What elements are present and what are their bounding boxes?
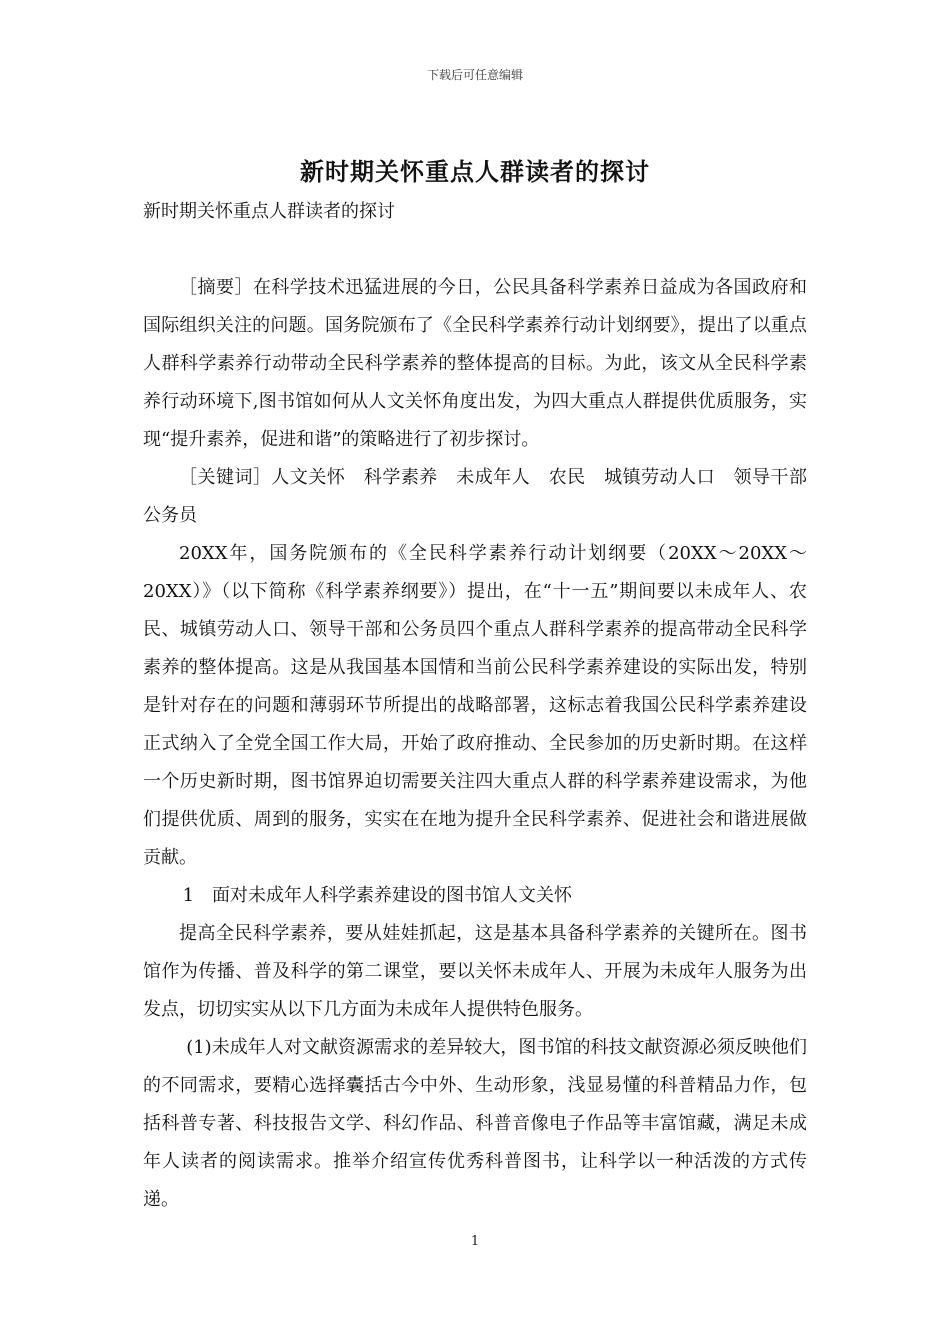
page-header-note: 下载后可任意编辑	[426, 68, 523, 82]
document-subtitle: 新时期关怀重点人群读者的探讨	[143, 201, 395, 222]
document-title: 新时期关怀重点人群读者的探讨	[300, 158, 650, 186]
section-heading: 1 面对未成年人科学素养建设的图书馆人文关怀	[182, 885, 573, 906]
intro-paragraph: 20XX年，国务院颁布的《全民科学素养行动计划纲要（20XX～20XX～20XX）》（以下简称《科学素养纲要》）提出，在“十一五”期间要以未成年人、农民、城镇劳动人口、领导干部和公务员四个重点人群科学素养的提高带动全民科学素养的整体提高。这是从我国基本国情和当前公民科学素养建设的实际出发，特别是针对存在的问题和薄弱环节所提出的战略部署，这标志着我国公民科学素养建设正式纳入了全党全国工作大局，开始了政府推动、全民参加的历史新时期。在这样一个历史新时期，图书馆界迫切需要关注四大重点人群的科学素养建设需求，为他们提供优质、周到的服务，实实在在地为提升全民科学素养、促进社会和谐进展做贡献。	[143, 543, 807, 868]
list-item-paragraph: (1)未成年人对文献资源需求的差异较大，图书馆的科技文献资源必须反映他们的不同需求，要精心选择囊括古今中外、生动形象，浅显易懂的科普精品力作，包括科普专著、科技报告文学、科幻作品、科普音像电子作品等丰富馆藏，满足未成年人读者的阅读需求。推举介绍宣传优秀科普图书，让科学以一种活泼的方式传递。	[143, 1037, 807, 1210]
abstract-paragraph: ［摘要］在科学技术迅猛进展的今日，公民具备科学素养日益成为各国政府和国际组织关注的问题。国务院颁布了《全民科学素养行动计划纲要》，提出了以重点人群科学素养行动带动全民科学素养的整体提高的目标。为此，该文从全民科学素养行动环境下,图书馆如何从人文关怀角度出发，为四大重点人群提供优质服务，实现“提升素养，促进和谐”的策略进行了初步探讨。	[143, 277, 807, 450]
document-body	[143, 193, 825, 1219]
blank-line	[143, 231, 807, 269]
page-number: 1	[470, 1234, 480, 1249]
section-paragraph: 提高全民科学素养，要从娃娃抓起，这是基本具备科学素养的关键所在。图书馆作为传播、普及科学的第二课堂，要以关怀未成年人、开展为未成年人服务为出发点，切切实实从以下几方面为未成年人提供特色服务。	[143, 923, 807, 1020]
keywords-paragraph: ［关键词］人文关怀 科学素养 未成年人 农民 城镇劳动人口 领导干部 公务员	[143, 467, 825, 526]
